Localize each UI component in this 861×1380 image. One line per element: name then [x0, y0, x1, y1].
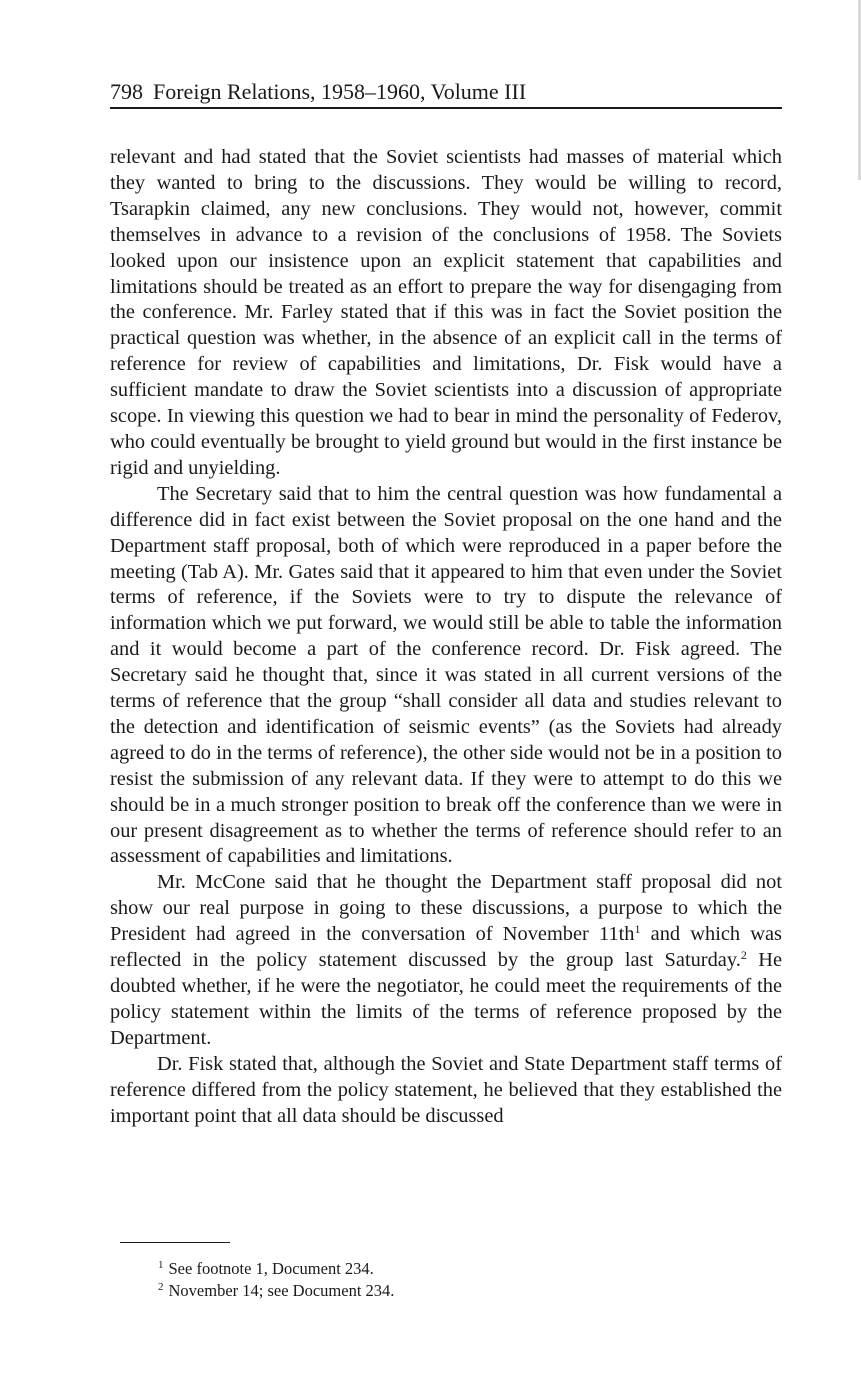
paragraph: The Secretary said that to him the central question was how fundamental a difference did in fact exist between the Soviet proposal on the one hand and the Department staff proposal, both of which were reproduced in a paper before the meeting (Tab A). Mr. Gates said that it appeared to him that even under the Soviet terms of reference, if the Soviets were to try to dispute the relevance of information which we put forward, we would still be able to table the information and it would become a part of the conference record. Dr. Fisk agreed. The Secretary said he thought that, since it was stated in all current versions of the terms of reference that the group “shall consider all data and studies relevant to the detection and identification of seismic events” (as the Soviets had already agreed to do in the terms of reference), the other side would not be in a position to resist the submission of any relevant data. If they were to attempt to do this we should be in a much stronger position to break off the conference than we were in our present disagreement as to whether the terms of reference should refer to an assessment of capabilities and limitations.: [110, 482, 782, 868]
footnote-ref-2: 2: [740, 948, 747, 963]
footnote: $^1$ See footnote 1, Document 234.: [158, 1259, 374, 1278]
paragraph-mccone: Mr. McCone said that he thought the Department staff proposal did not show our real purpose in going to these discussions, a purpose to which the President had agreed in the conversation of November $11th^1$ and which was reflected in the policy statement discussed by the group last Saturday.$^2$ He doubted whether, if he were the negotiator, he could meet the requirements of the policy statement within the limits of the terms of reference proposed by the Department.: [110, 871, 783, 1049]
footnotes: [158, 1258, 758, 1302]
body-text: [110, 145, 782, 1129]
paragraph-fisk: Dr. Fisk stated that, although the Soviet and State Department staff terms of reference differed from the policy statement, he believed that they established the important point that all data should be discussed: [110, 1052, 782, 1127]
footnote-ref-1: 1: [634, 922, 641, 937]
page-number: 798: [110, 79, 143, 104]
paragraph-continued: relevant and had stated that the Soviet scientists had masses of material which they wanted to bring to the discussions. They would be willing to record, Tsarapkin claimed, any new conclusions. They would not, however, commit themselves in advance to a revision of the conclusions of 1958. The Soviets looked upon our insistence upon an explicit statement that capabilities and limitations should be treated as an effort to prepare the way for disengaging from the conference. Mr. Farley stated that if this was in fact the Soviet position the practical question was whether, in the absence of an explicit call in the terms of reference for review of capabilities and limitations, Dr. Fisk would have a sufficient mandate to draw the Soviet scientists into a discussion of appropriate scope. In viewing this question we had to bear in mind the personality of Federov, who could eventually be brought to yield ground but would in the first instance be rigid and unyielding.: [110, 146, 782, 479]
header-rule: [110, 107, 782, 109]
running-title: Foreign Relations, 1958–1960, Volume III: [153, 79, 527, 104]
footnote-rule: [120, 1242, 230, 1243]
running-header: [110, 78, 782, 106]
footnote: $^2$ November 14; see Document 234.: [158, 1281, 395, 1300]
